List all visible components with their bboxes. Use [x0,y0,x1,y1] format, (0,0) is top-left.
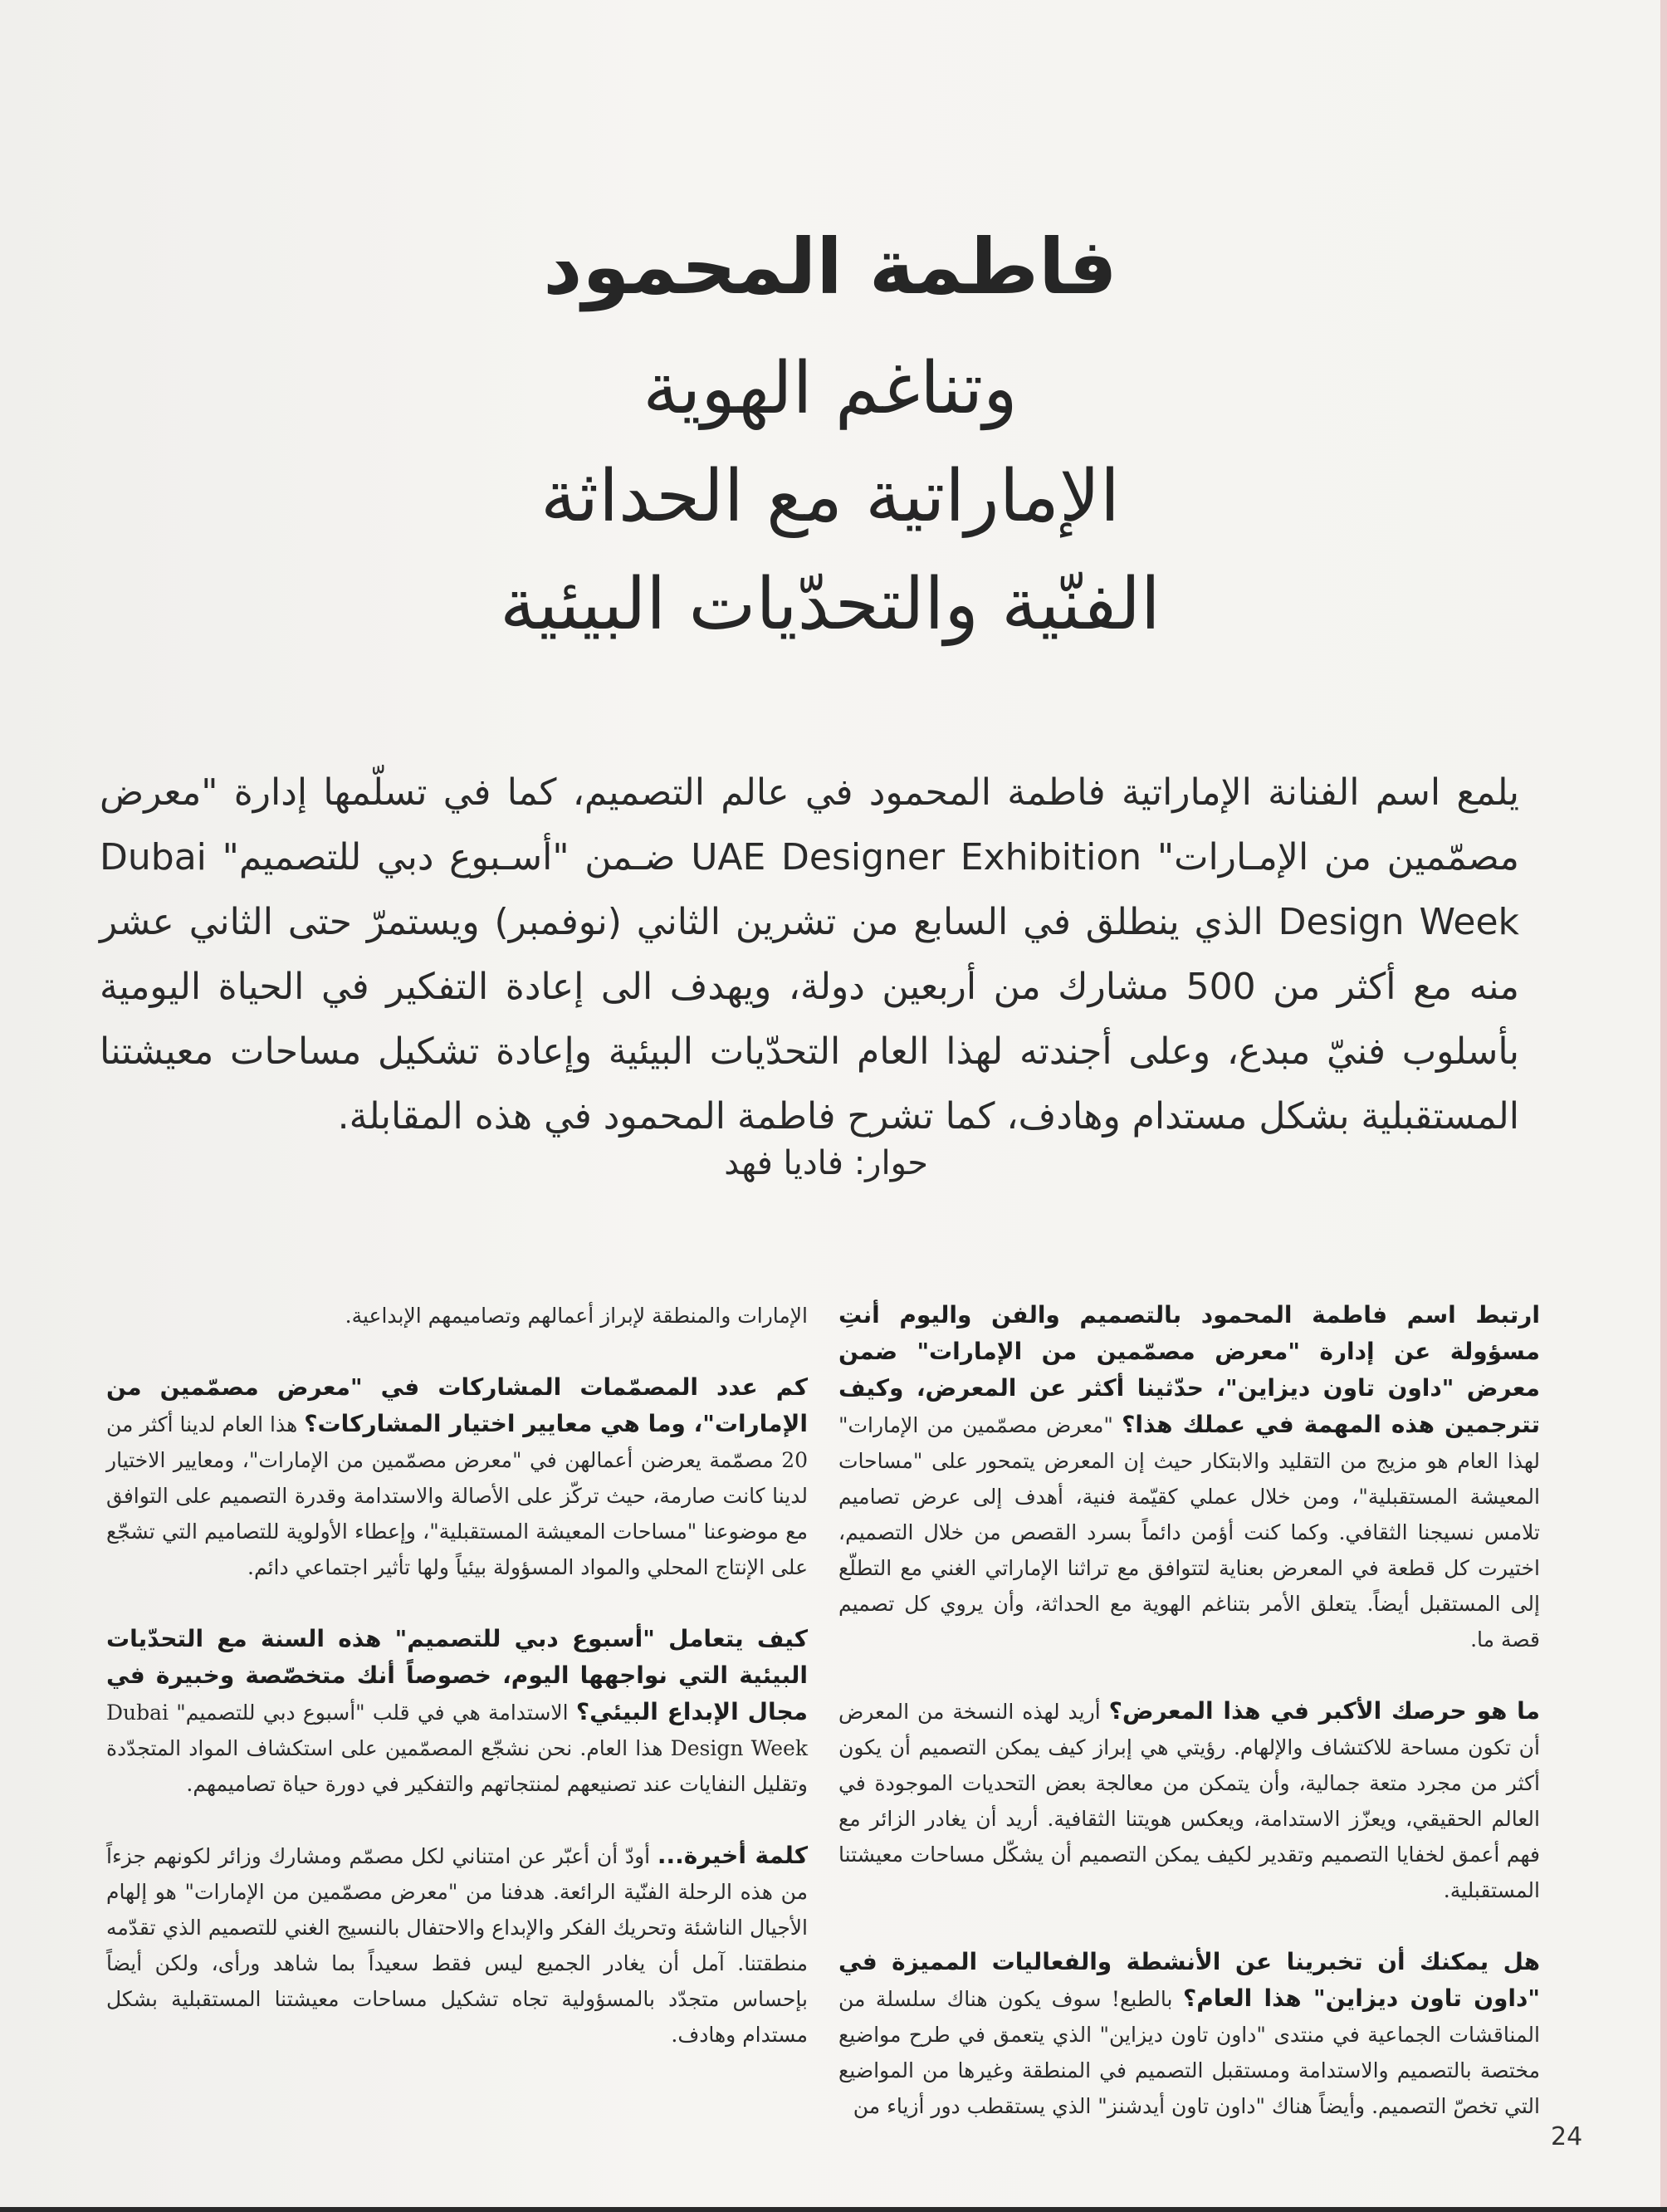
byline: حوار: فاديا فهد [724,1144,928,1182]
answer: بالطبع! سوف يكون هناك سلسلة من المناقشات الجماعية في منتدى "داون تاون ديزاين" الذي يتعمق في طرح مواضيع مختصة بالتصميم والاستدامة ومستقبل التصميم في المنطقة وغيرها من المواضيع التي تخصّ التصميم. وأيضاً هناك "داون تاون أيدشنز" الذي يستقطب دور أزياء من [838,1987,1540,2118]
article-subtitle-line-1: وتناغم الهوية [643,347,1018,430]
question: كيف يتعامل "أسبوع دبي للتصميم" هذه السنة مع التحدّيات البيئية التي نواجهها اليوم، خصوصاً أنك متخصّصة وخبيرة في مجال الإبداع البيئي؟ [106,1625,809,1725]
qa-block [838,1297,1540,1657]
page-number: 24 [1551,2122,1583,2151]
article-subtitle-line-2: الإماراتية مع الحداثة [540,455,1120,538]
answer: الاستدامة هي في قلب "أسبوع دبي للتصميم" Dubai Design Week هذا العام. نحن نشجّع المصمّمين على استكشاف المواد المتجدّدة وتقليل النفايات عند تصنيعهم لمنتجاتهم والتفكير في دورة حياة تصاميمهم. [106,1701,808,1796]
answer: الإمارات والمنطقة لإبراز أعمالهم وتصاميمهم الإبداعية. [345,1304,808,1328]
question: كم عدد المصمّمات المشاركات في "معرض مصمّمين من الإمارات"، وما هي معايير اختيار المشاركات؟ [106,1373,808,1437]
question: ما هو حرصك الأكبر في هذا المعرض؟ [1108,1697,1540,1725]
qa-block [838,1693,1540,1908]
answer: "معرض مصمّمين من الإمارات" لهذا العام هو مزيج من التقليد والابتكار حيث إن المعرض يتمحور على "مساحات المعيشة المستقبلية"، ومن خلال عملي كقيّمة فنية، أهدف إلى عرض تصاميم تلامس نسيجنا الثقافي. وكما كنت أؤمن دائماً بسرد القصص من خلال التصميم، اختيرت كل قطعة في المعرض بعناية لتتوافق مع تراثنا الإماراتي الغني مع التطلّع إلى المستقبل أيضاً. يتعلق الأمر بتناغم الهوية مع الحداثة، وأن يروي كل تصميم قصة ما. [838,1413,1540,1652]
answer: أودّ أن أعبّر عن امتناني لكل مصمّم ومشارك وزائر لكونهم جزءاً من هذه الرحلة الفنّية الرائعة. هدفنا من "معرض مصمّمين من الإمارات" هو إلهام الأجيال الناشئة وتحريك الفكر والإبداع والاحتفال بالنسيج الغني للتصميم الذي تقدّمه منطقتنا. آمل أن يغادر الجميع ليس فقط سعيداً بما شاهد ورأى، ولكن أيضاً بإحساس متجدّد بالمسؤولية تجاه تشكيل مساحات معيشتنا المستقبلية بشكل مستدام وهادف. [106,1844,808,2047]
page-edge [1660,0,1667,2212]
page-bottom-edge [0,2207,1667,2212]
question: ارتبط اسم فاطمة المحمود بالتصميم والفن واليوم أنتِ مسؤولة عن إدارة "معرض مصمّمين من الإمارات" ضمن معرض "داون تاون ديزاين"، حدّثينا أكثر عن المعرض، وكيف تترجمين هذه المهمة في عملك هذا؟ [838,1301,1540,1438]
article-subtitle-line-3: الفنّية والتحدّيات البيئية [500,563,1161,646]
qa-block [106,1297,808,1334]
qa-block [838,1944,1540,2124]
answer: هذا العام لدينا أكثر من 20 مصمّمة يعرضن أعمالهن في "معرض مصمّمين من الإمارات"، ومعايير الاختيار لدينا كانت صارمة، حيث تركّز على الأصالة والاستدامة وقدرة التصميم على التوافق مع موضوعنا "مساحات المعيشة المستقبلية"، وإعطاء الأولوية للتصاميم التي تشجّع على الإنتاج المحلي والمواد المسؤولة بيئياً ولها تأثير اجتماعي دائم. [106,1412,808,1579]
left-column [106,1297,808,2088]
qa-block [106,1369,808,1585]
intro-paragraph: يلمع اسم الفنانة الإماراتية فاطمة المحمود في عالم التصميم، كما في تسلّمها إدارة "معرض مصمّمين من الإمـارات" UAE Designer Exhibition ضـمن "أسـبوع دبي للتصميم" Dubai Design Week الذي ينطلق في السابع من تشرين الثاني (نوفمبر) ويستمرّ حتى الثاني عشر منه مع أكثر من 500 مشارك من أربعين دولة، ويهدف الى إعادة التفكير في الحياة اليومية بأسلوب فنيّ مبدع، وعلى أجندته لهذا العام التحدّيات البيئية وإعادة تشكيل مساحات معيشتنا المستقبلية بشكل مستدام وهادف، كما تشرح فاطمة المحمود في هذه المقابلة. [100,771,1520,1138]
question: هل يمكنك أن تخبرينا عن الأنشطة والفعاليات المميزة في "داون تاون ديزاين" هذا العام؟ [838,1948,1540,2012]
qa-block [106,1838,808,2053]
question: كلمة أخيرة... [657,1842,809,1869]
article-title: فاطمة المحمود [543,223,1117,311]
answer: أريد لهذه النسخة من المعرض أن تكون مساحة للاكتشاف والإلهام. رؤيتي هي إبراز كيف يمكن التصميم أن يكون أكثر من مجرد متعة جمالية، وأن يتمكن من معالجة بعض التحديات الموجودة في العالم الحقيقي، ويعزّز الاستدامة، ويعكس هويتنا الثقافية. أريد أن يغادر الزائر مع فهم أعمق لخفايا التصميم وتقدير لكيف يمكن التصميم أن يشكّل مساحات معيشتنا المستقبلية. [838,1700,1540,1902]
qa-block [106,1621,808,1802]
right-column [838,1297,1540,2160]
